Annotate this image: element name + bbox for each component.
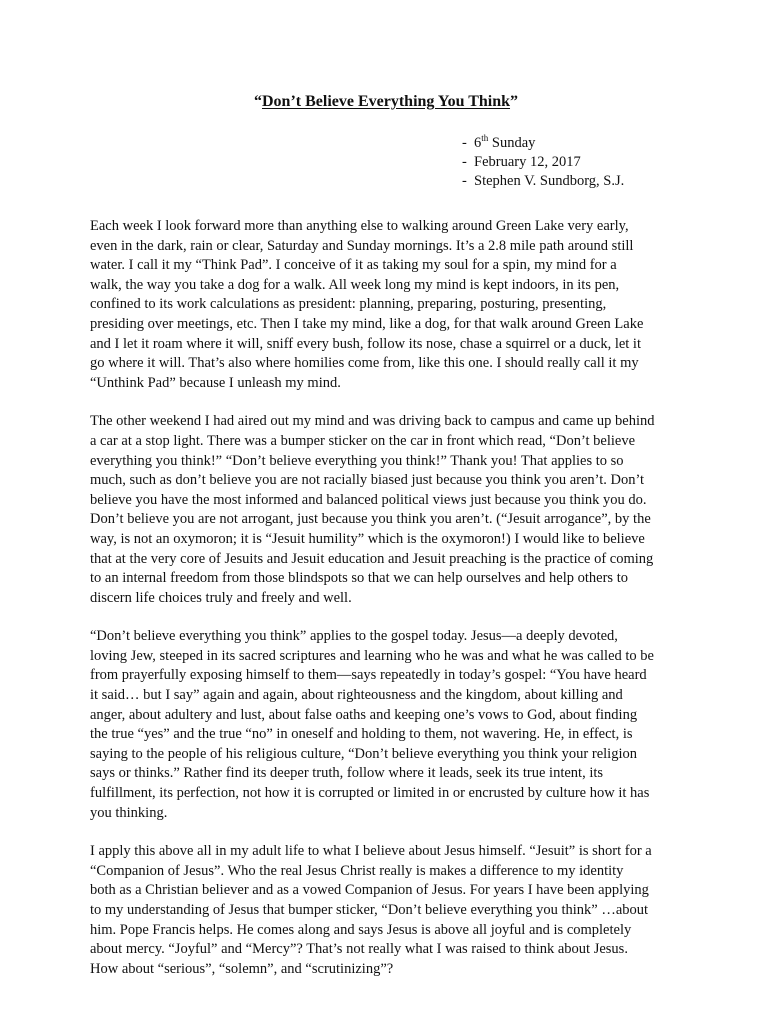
text-line: “Don’t believe everything you think” applies to the gospel today. Jesus—a deeply devoted,: [90, 628, 618, 645]
meta-item-date: [462, 153, 682, 172]
text-line: much, such as don’t believe you are not racially biased just because you think you aren’t. Don’t: [90, 472, 645, 489]
text-line: How about “serious”, “solemn”, and “scrutinizing”?: [90, 960, 394, 977]
text-line: it said… but I say” again and again, about righteousness and the kingdom, about killing and: [90, 687, 623, 704]
title-close-quote: ”: [510, 93, 519, 110]
text-line: water. I call it my “Think Pad”. I conceive of it as taking my soul for a spin, my mind for a: [90, 257, 617, 274]
title-text: Don’t Believe Everything You Think: [261, 93, 511, 110]
meta-item-author: [462, 172, 682, 191]
paragraph-1: [90, 217, 682, 393]
text-line: presiding over meetings, etc. Then I take my mind, like a dog, for that walk around Green Lake: [90, 315, 644, 332]
text-line: way, is not an oxymoron; it is “Jesuit humility” which is the oxymoron!) I would like to believe: [90, 530, 645, 547]
text-line: that at the very core of Jesuits and Jesuit education and Jesuit preaching is the practice of coming: [90, 550, 654, 567]
paragraph-3: [90, 627, 682, 823]
text-line: saying to the people of his religious culture, “Don’t believe everything you think your religion: [90, 745, 637, 762]
text-line: believe you have the most informed and balanced political views just because you think you do.: [90, 491, 647, 508]
text-line: “Companion of Jesus”. Who the real Jesus Christ really is makes a difference to my identity: [90, 862, 624, 879]
text-line: I apply this above all in my adult life to what I believe about Jesus himself. “Jesuit” is short for a: [90, 843, 652, 860]
paragraph-4: [90, 842, 682, 979]
text-line: to an internal freedom from those blindspots so that we can help ourselves and help others to: [90, 570, 628, 587]
document-body: [90, 217, 682, 979]
text-line: confined to its work calculations as president: planning, preparing, posturing, presenting,: [90, 296, 607, 313]
text-line: go where it will. That’s also where homilies come from, like this one. I should really call it my: [90, 355, 639, 372]
text-line: discern life choices truly and freely and well.: [90, 589, 352, 606]
text-line: Each week I look forward more than anything else to walking around Green Lake very early,: [90, 218, 629, 234]
meta-item-occasion: [462, 134, 682, 153]
text-line: anger, about adultery and lust, about false oaths and keeping one’s vows to God, about finding: [90, 706, 638, 723]
text-line: loving Jew, steeped in its sacred scriptures and learning who he was and what he was called to be: [90, 647, 654, 664]
meta-dash: -: [462, 135, 467, 151]
text-line: says or thinks.” Rather find its deeper truth, follow where it leads, seek its true intent, its: [90, 765, 604, 782]
text-line: walk, the way you take a dog for a walk. All week long my mind is kept indoors, in its pen,: [90, 276, 620, 293]
paragraph-2: [90, 412, 682, 608]
text-line: to my understanding of Jesus that bumper sticker, “Don’t believe everything you think” …about: [90, 902, 649, 918]
text-line: The other weekend I had aired out my mind and was driving back to campus and came up behind: [90, 413, 655, 430]
title-open-quote: “: [253, 93, 262, 110]
meta-dash: -: [462, 154, 467, 170]
text-line: both as a Christian believer and as a vowed Companion of Jesus. For years I have been applying: [90, 882, 649, 899]
document-title: [90, 92, 682, 112]
text-line: even in the dark, rain or clear, Saturday and Sunday mornings. It’s a 2.8 mile path around still: [90, 237, 634, 254]
text-line: “Unthink Pad” because I unleash my mind.: [90, 374, 341, 391]
text-line: and I let it roam where it will, sniff every bush, follow its nose, chase a squirrel or a duck, let it: [90, 335, 641, 352]
text-line: about mercy. “Joyful” and “Mercy”? That’s not really what I was raised to think about Jesus.: [90, 941, 628, 958]
meta-ordinal-suffix: th: [481, 133, 489, 144]
text-line: you thinking.: [90, 804, 168, 821]
meta-ordinal-number: 6: [474, 135, 482, 151]
homily-meta-list: [462, 134, 682, 191]
meta-author: Stephen V. Sundborg, S.J.: [474, 173, 625, 189]
text-line: Don’t believe you are not arrogant, just because you think you aren’t. (“Jesuit arrogance”, by the: [90, 511, 651, 528]
meta-date: February 12, 2017: [474, 154, 581, 170]
text-line: fulfillment, its perfection, not how it is corrupted or limited in or encrusted by culture how it has: [90, 785, 650, 802]
text-line: a car at a stop light. There was a bumper sticker on the car in front which read, “Don’t believe: [90, 432, 636, 449]
text-line: everything you think!” “Don’t believe everything you think!” Thank you! That applies to so: [90, 452, 624, 469]
text-line: from prayerfully exposing himself to them—says repeatedly in today’s gospel: “You have heard: [90, 667, 647, 684]
meta-dash: -: [462, 173, 467, 189]
text-line: the true “yes” and the true “no” in oneself and holding to them, not wavering. He, in effect, is: [90, 726, 633, 743]
text-line: him. Pope Francis helps. He comes along and says Jesus is above all joyful and is completely: [90, 921, 632, 938]
meta-sunday-label: Sunday: [488, 135, 536, 151]
